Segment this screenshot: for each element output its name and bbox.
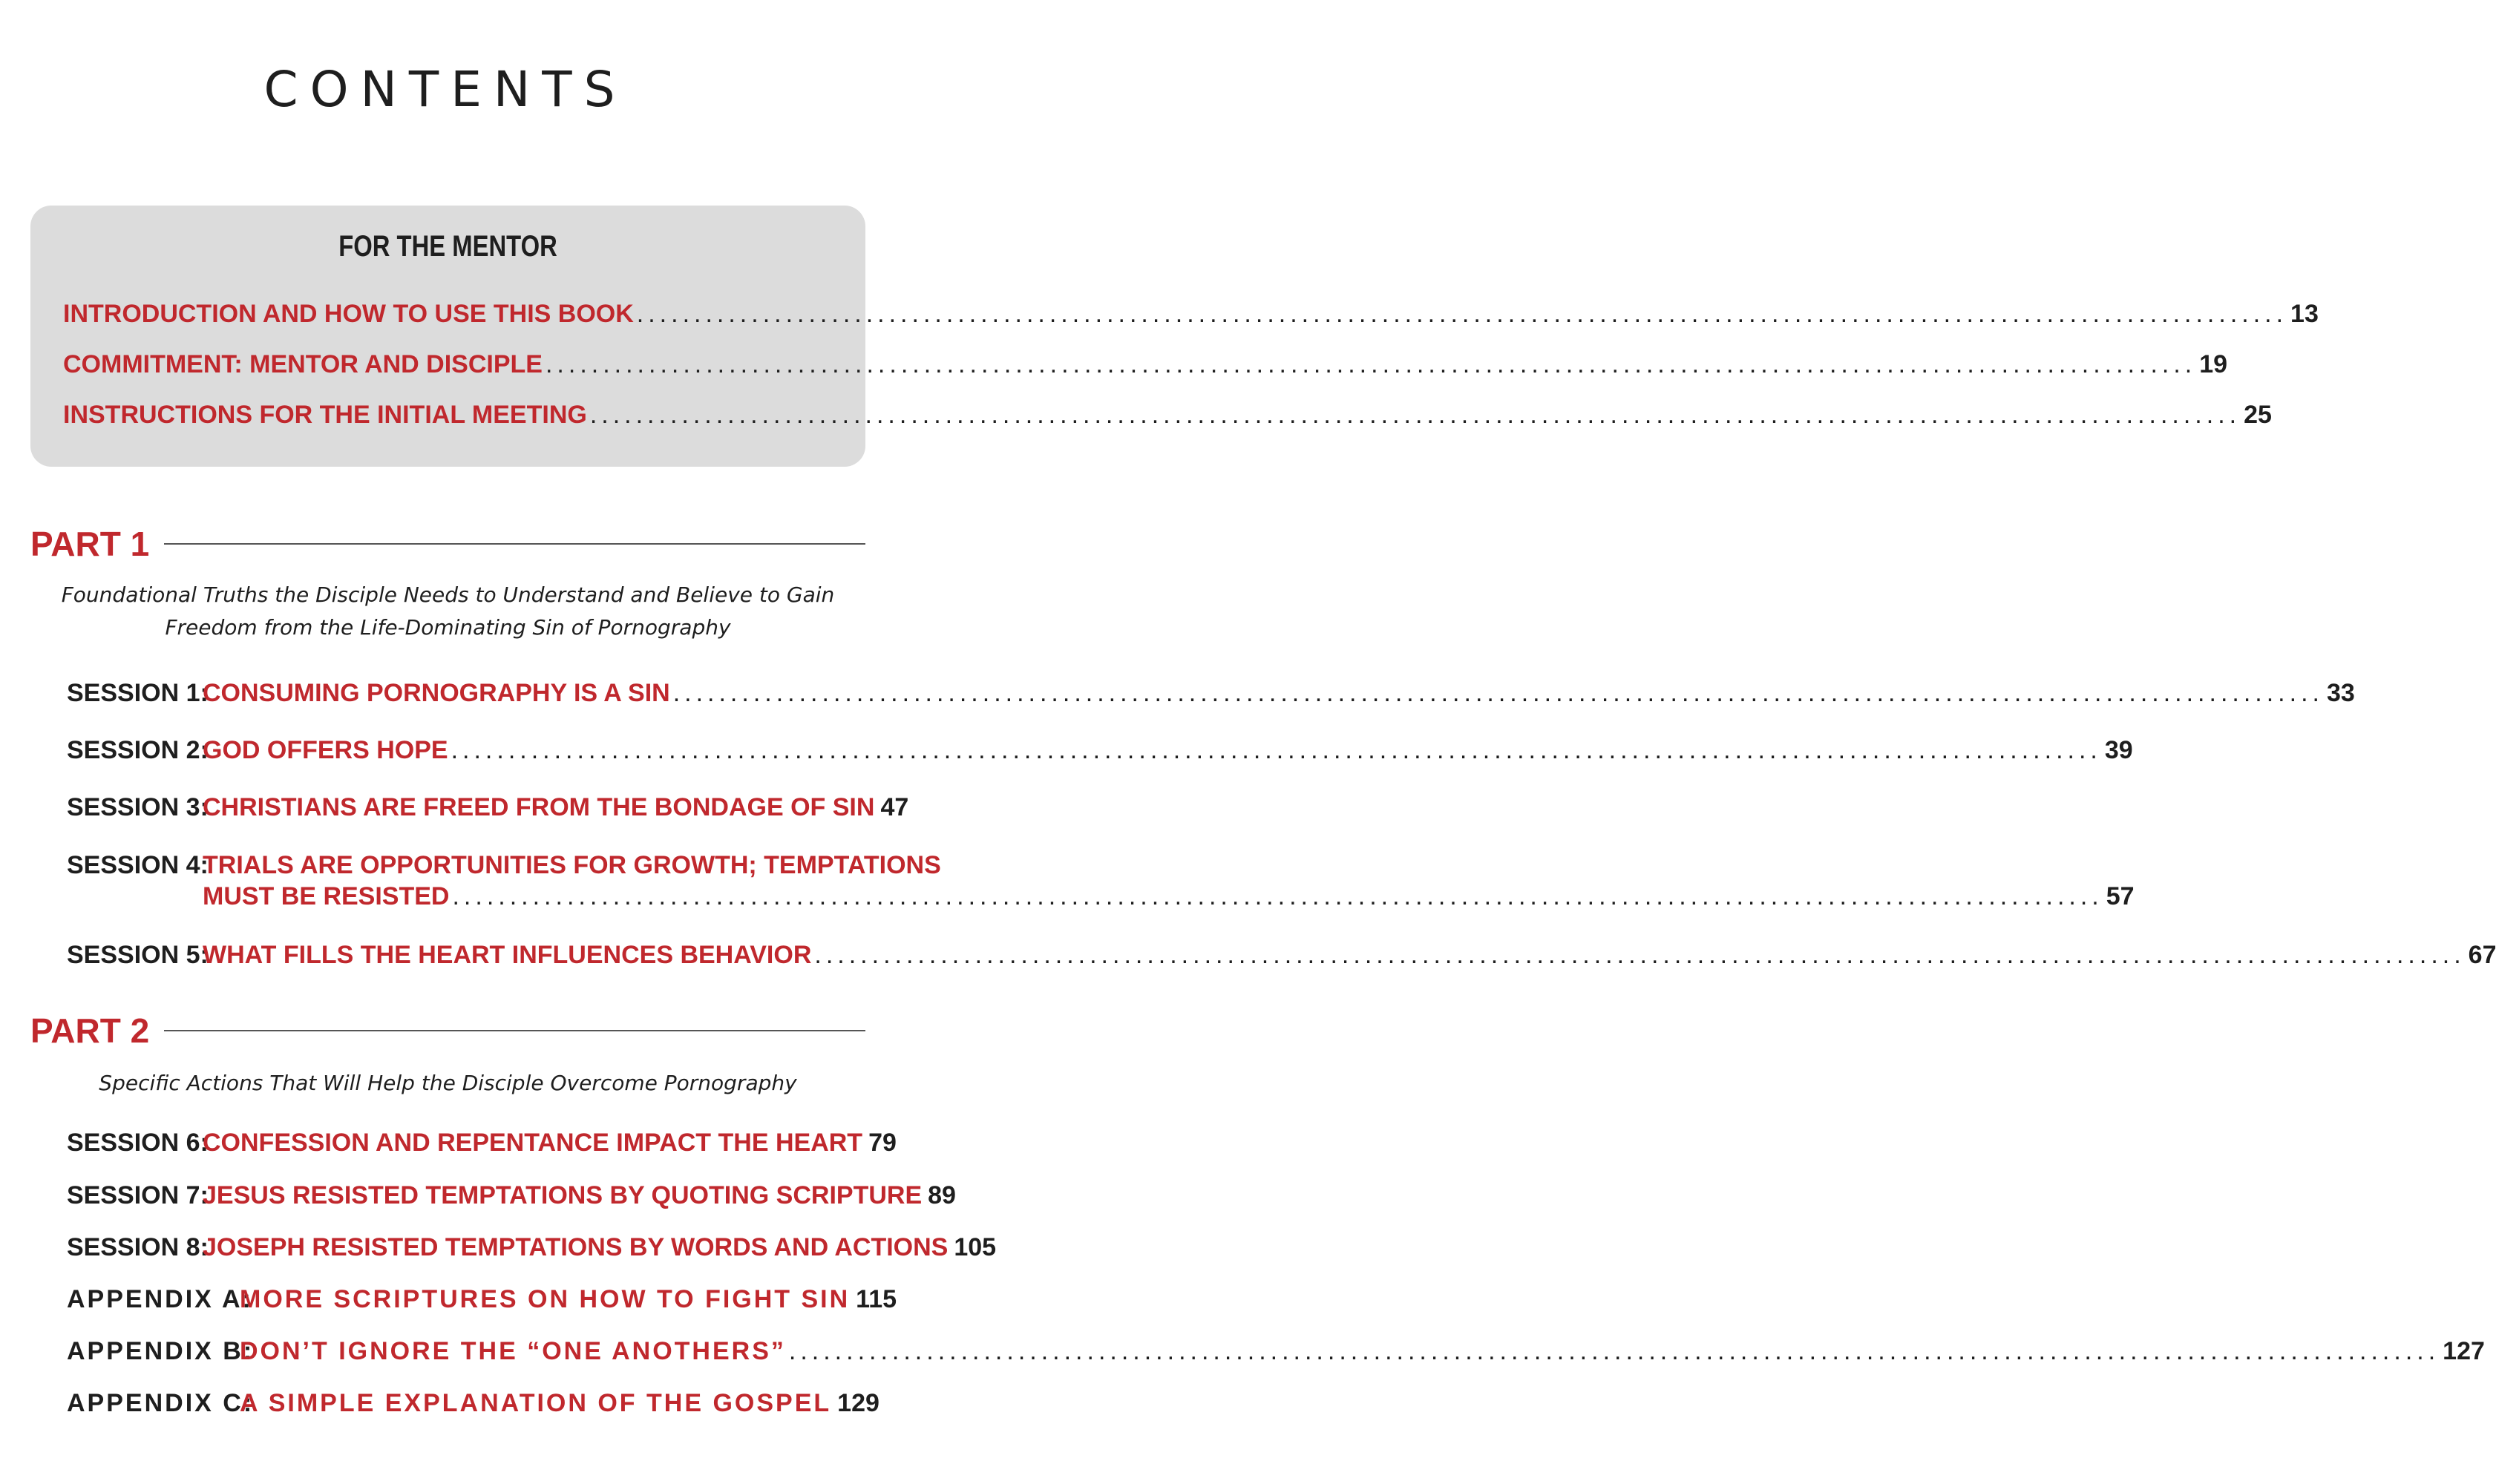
toc-entry-title-line-2: MUST BE RESISTED (203, 882, 450, 910)
toc-entry-page: 13 (2290, 300, 2319, 328)
leader-dots (590, 401, 2241, 430)
toc-entry-title: GOD OFFERS HOPE (203, 736, 448, 764)
toc-entry-page: 79 (868, 1129, 897, 1157)
session-label: SESSION 6: (67, 1129, 209, 1157)
leader-dots (451, 736, 2102, 765)
toc-entry-title: CONFESSION AND REPENTANCE IMPACT THE HEART (203, 1129, 863, 1157)
toc-entry-session-4[interactable] (67, 851, 941, 880)
toc-entry-title: INSTRUCTIONS FOR THE INITIAL MEETING (63, 401, 587, 429)
toc-entry-session-5[interactable] (67, 941, 2496, 970)
toc-entry-introduction[interactable] (63, 300, 2319, 329)
toc-entry-page: 89 (928, 1181, 956, 1209)
toc-entry-title: CHRISTIANS ARE FREED FROM THE BONDAGE OF SIN (203, 793, 875, 821)
toc-entry-page: 25 (2244, 401, 2272, 429)
session-label: SESSION 7: (67, 1181, 209, 1209)
part-2-header (30, 1011, 865, 1051)
leader-dots (637, 300, 2287, 329)
toc-entry-session-8[interactable] (67, 1233, 997, 1262)
toc-entry-session-3[interactable] (67, 793, 909, 822)
part-1-header (30, 524, 865, 564)
toc-entry-title: CONSUMING PORNOGRAPHY IS A SIN (203, 679, 670, 707)
toc-entry-session-7[interactable] (67, 1181, 956, 1210)
session-label: SESSION 4: (67, 851, 209, 879)
session-label: SESSION 5: (67, 941, 209, 969)
appendix-label: APPENDIX A: (67, 1285, 253, 1313)
toc-entry-page: 127 (2443, 1337, 2485, 1365)
toc-entry-title: MORE SCRIPTURES ON HOW TO FIGHT SIN (240, 1285, 851, 1313)
part-1-description: Foundational Truths the Disciple Needs to Understand and Believe to Gain Freedom from the Life-Dominating Sin of Pornography (61, 582, 835, 640)
leader-dots (789, 1337, 2440, 1366)
toc-entry-page: 57 (2106, 882, 2135, 910)
toc-entry-page: 33 (2326, 679, 2355, 707)
toc-entry-title: INTRODUCTION AND HOW TO USE THIS BOOK (63, 300, 634, 328)
toc-entry-page: 67 (2468, 941, 2496, 969)
toc-entry-page: 129 (837, 1389, 880, 1417)
part-1-rule (164, 543, 865, 545)
toc-entry-title: JESUS RESISTED TEMPTATIONS BY QUOTING SCRIPTURE (203, 1181, 923, 1209)
toc-entry-page: 105 (954, 1233, 997, 1261)
toc-entry-session-1[interactable] (67, 679, 2355, 708)
appendix-label: APPENDIX B: (67, 1337, 255, 1365)
toc-entry-title: COMMITMENT: MENTOR AND DISCIPLE (63, 350, 543, 378)
toc-entry-page: 47 (880, 793, 909, 821)
toc-entry-title: DON’T IGNORE THE “ONE ANOTHERS” (240, 1337, 786, 1365)
part-1-label: PART 1 (30, 525, 150, 563)
session-label: SESSION 2: (67, 736, 209, 764)
part-2-label: PART 2 (30, 1011, 150, 1050)
appendix-label: APPENDIX C: (67, 1389, 255, 1417)
toc-entry-instructions[interactable] (63, 401, 2272, 430)
toc-entry-title-line-1: TRIALS ARE OPPORTUNITIES FOR GROWTH; TEMPTATIONS (203, 851, 941, 879)
toc-entry-page: 39 (2104, 736, 2133, 764)
mentor-heading: FOR THE MENTOR (338, 230, 557, 263)
leader-dots (452, 882, 2103, 911)
toc-entry-session-2[interactable] (67, 736, 2133, 765)
leader-dots (673, 679, 2324, 708)
session-label: SESSION 8: (67, 1233, 209, 1261)
toc-entry-title: A SIMPLE EXPLANATION OF THE GOSPEL (240, 1389, 832, 1417)
toc-entry-session-6[interactable] (67, 1129, 897, 1158)
session-label: SESSION 3: (67, 793, 209, 821)
toc-entry-title: JOSEPH RESISTED TEMPTATIONS BY WORDS AND ACTIONS (203, 1233, 949, 1261)
session-label: SESSION 1: (67, 679, 209, 707)
toc-entry-appendix-c[interactable] (67, 1389, 880, 1418)
toc-entry-commitment[interactable] (63, 350, 2228, 379)
toc-entry-title: WHAT FILLS THE HEART INFLUENCES BEHAVIOR (203, 941, 812, 969)
toc-entry-appendix-b[interactable] (67, 1337, 2485, 1366)
part-2-rule (164, 1030, 865, 1031)
toc-entry-session-4-continued[interactable] (203, 882, 2135, 911)
leader-dots (546, 350, 2196, 379)
part-2-description: Specific Actions That Will Help the Disciple Overcome Pornography (99, 1071, 797, 1095)
page-title: CONTENTS (263, 61, 627, 118)
toc-entry-page: 115 (856, 1285, 897, 1313)
toc-entry-page: 19 (2199, 350, 2228, 378)
toc-entry-appendix-a[interactable] (67, 1285, 897, 1314)
leader-dots (814, 941, 2465, 970)
